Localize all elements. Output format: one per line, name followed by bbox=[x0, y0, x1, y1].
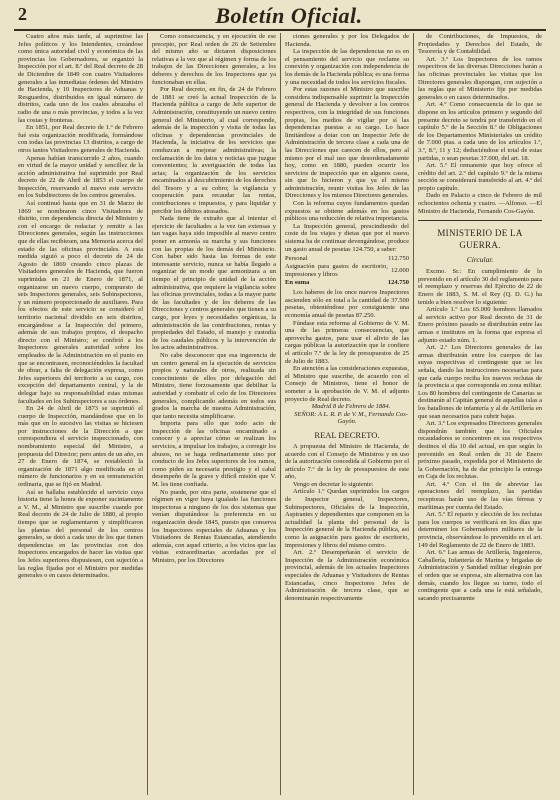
paragraph: Apenas habían transcurrido 2 años, cuando en virtud de la mayor unidad y sencillez de la acción administrativa fué suprimido por Real decreto de 22 de Abril de 1853 el cuerpo de Inspección, reservando el nuevo este servicio en los Subdirectores de los centros generales. bbox=[18, 154, 143, 200]
paragraph: Art. 2.º Desempeñarán el servicio de Inspección de la Administración económica provincial, además de los actuales Inspectores especiales de Aduanas y Visitadores de Rentas Estancadas, cinco Inspectores Jefes de Administración de tercera clase, que se denominarán respectivamente bbox=[285, 549, 409, 602]
paragraph: Art. 5.º El reparto y elección de los reclutas para los cuerpos se verificará en los días que determinen los Gobernadores militares de la provincia, observándose lo prevenido en el art. 149 del Reglamento de 22 de Enero de 1883. bbox=[418, 511, 542, 549]
paragraph: Art. 3.º Los expresados Directores generales dispondrán también que los Oficiales recaudadores se concentren en sus respectivos destinos el día 10 del actual, en que según lo prevenido en Real orden de 31 de Enero próximo pasado, expedida por el Ministerio de la Gobernación, ha de dar principio la entrega en Caja de los reclutas. bbox=[418, 420, 542, 481]
paragraph: Art. 2.º Los Directores generales de las armas distribuirán entre los cuerpos de las suyas respectivas el contingente que se les señala, dando las instrucciones necesarias para que cada cuerpo reciba los nuevos reclutas de la provincia a que corresponda en zona militar. Los 80 hombres del contingente de Canarias se destinarán al Capitán general de aquellas islas a los batallones de infantería y al de Artillería en que sean necesarios para cubrir bajas. bbox=[418, 344, 542, 420]
paragraph: Dado en Palacio a cinco de Febrero de mil ochocientos ochenta y cuatro. —Alfonso. —El Ministro de Hacienda, Fernando Cos-Gayón. bbox=[418, 192, 542, 215]
paragraph: Art. 3.º Los Inspectores de los ramos respectivos de las diversas Direcciones harán a las oficinas provinciales las visitas que los Directores generales dispongan, con sujeción a las reglas que el Ministerio fije por medidas generales o en casos determinados. bbox=[418, 55, 542, 101]
column-3-decree bbox=[285, 443, 409, 602]
paragraph: Cuatro años más tarde, al suprimirse las Jefes políticos y los Intendentes, creándose como única autoridad civil y económica de las provincias los Gobernadores, se organizó la Inspección por el art. 8.º del Real decreto de 28 de Diciembre de 1849 con cuatro Visitadores generales a las inmediatas órdenes del Ministro de Hacienda, y 10 Inspectores de Aduanas y Resguardos, distribuidos en igual número de distritos, cada uno de los cuales abrazaba el radio de una o más provincias, y todos a la vez las costas y fronteras. bbox=[18, 33, 143, 124]
paragraph: Artículo 1.º Quedan suprimidos los cargos de Inspector general, Inspectores, Subinspectores, Oficiales de la Inspección, Aspirantes y dependientes que componen en la actualidad la planta del personal de la Inspección general de la Hacienda pública, así como la asignación para gastos de escritorio, impresiones y libros del mismo centro. bbox=[285, 488, 409, 549]
paragraph: Fúndase esta reforma al Gobierno de V. M. una de las primeras consecuencias, que aprovecha gastos, para usar el alivio de las cargas públicas la autorización que le confiere el artículo 7.º de la ley de presupuestos de 25 de Julio de 1883. bbox=[285, 319, 409, 365]
budget-amount: 124.750 bbox=[387, 279, 409, 287]
paragraph: Por estas razones el Ministro que suscribe considera indispensable suprimir la Inspección general de Hacienda y devolver a los centros respectivos, con la integridad de sus funciones propias, los medios de vigilar por sí las dependencias puestas a su cargo. Lo hace limitándose a dotar con un Inspector Jefe de Administración de tercera clase a cada una de las Direcciones que carecen de ellos, pero al mismo por el mal uso que desordenadamente hoy, como en 1880, pueden ocurrir los servicios de inspección que en algunos casos, sin que lo hicieron y que ya el mismo administración, reunir visitas los Jefes de las Direcciones y los mismos Directores generales. bbox=[285, 86, 409, 200]
column-3-intro bbox=[285, 33, 409, 253]
paragraph: SEÑOR: A L. R. P. de V. M., Fernando Cos-Gayón. bbox=[294, 410, 408, 426]
column-3 bbox=[280, 33, 413, 795]
budget-row bbox=[285, 255, 409, 263]
ministry-heading: MINISTERIO DE LA GUERRA. bbox=[437, 228, 523, 251]
paragraph: Vengo en decretar lo siguiente: bbox=[293, 480, 374, 488]
budget-row bbox=[285, 279, 409, 287]
paragraph: Madrid 8 de Febrero de 1884. bbox=[311, 403, 391, 411]
paragraph: Así se hallaba establecido el servicio cuya historia tiene la honra de exponer sucintamente a V. M., al Ministro que suscribe cuando por Real decreto de 24 de Julio de 1880, al propio tiempo que se reglamentaron y simplificaron las plantas del personal de los centros generales, se dotó a cada uno de los que tienen dependencias en las provincias con dos Inspectores encargados de hacer las visitas que los Jefes superiores dispusiesen, con sujeción a las reglas fijadas por el Ministro por medidas generales o en casos determinados. bbox=[18, 488, 143, 580]
paragraph: Artículo 1.º Los 65.000 hombres llamados al servicio activo por Real decreto de 31 de Enero próximo pasado se distribuirán entre las armas e institutos en la forma que expresa el adjunto estado núm. 1. bbox=[418, 306, 542, 344]
paragraph: de Contribuciones, de Impuestos, de Propiedades y Derechos del Estado, de Tesorería y de Contabilidad. bbox=[418, 33, 542, 56]
paragraph: Art. 5.º El remanente que hoy ofrece el crédito del art. 2.º del capítulo 9.º de la misma sección se considerará transferido al art. 4.º del propio capítulo. bbox=[418, 162, 542, 192]
paragraph: En 24 de Abril de 1873 se suprimió el cuerpo de Inspección, mandándose que en lo más que en lo sucesivo las visitas se hiciesen por instrucciones de la Dirección a que correspondiera el servicio inspeccionado, con nombramiento especial del Ministro, a propuesta del Director; pero antes de un año, en 27 de Enero de 1874, se restableció la organización de 1871 algo modificada en el número de funcionarios y en su remuneración ordinaria, que se fijó en Madrid. bbox=[18, 405, 143, 489]
paragraph: Como consecuencia, y en ejecución de ese precepto, por Real orden de 26 de Setiembre del mismo año se dictaron disposiciones relativas a la vez que al régimen y forma de los trabajos de las Direcciones generales, a los deberes y derechos de los Inspectores que ya funcionaban en ellas. bbox=[152, 33, 276, 86]
page-header bbox=[14, 3, 546, 31]
paragraph: Nada tiene de extraño que al intentar el ejercicio de facultades a la vez tan extensas y tan vagas haya sido imposible al nuevo centro poner en armonía su marcha y sus funciones con las propias de los demás del Ministerio. Con haber sido hasta las formas de este interesante servicio, nunca se había llegado a organizar de un modo que armonizara a un tiempo el principio de unidad de la acción administrativa, que requiere la vigilancia sobre las oficinas provinciales, todas a la mayor parte de las facultades y de los deberes de las Direcciones y centros generales que tienen a su cargo, por leyes y necesidades orgánicas, la administración de las contribuciones, rentas y propiedades del Estado, el manejo y custodia de los caudales públicos y la intervención de los actos administrativos. bbox=[152, 215, 276, 352]
paragraph: ciones generales y por los Delegados de Hacienda. bbox=[285, 33, 409, 48]
paragraph: Art. 4.º Como consecuencia de lo que se dispone en los artículos primero y segundo del presente decreto se tendrá por transferido en el capítulo 5.º de la Sección 8.ª de Obligaciones de los Departamentos Ministeriales un crédito de 7.000 ptas. a cada uno de los artículos 1.º, 3.º, 8.º, 11 y 12; deduciéndose el total de estas partidas, o sean pesetas 37.000, del art. 18. bbox=[418, 101, 542, 162]
real-decreto-heading: REAL DECRETO. bbox=[314, 429, 380, 440]
paragraph: Por Real decreto, en fin, de 24 de Febrero de 1881 se creó la actual Inspección de la Hacienda pública a cargo de Jefe superior de Administración, constituyendo un nuevo centro general del Ministerio, al cual corresponde, además de la inspección y visita de todas las oficinas y dependencias provinciales de Hacienda, la iniciativa de los servicios que conduzcan a mejorar administrativas; la reclamación de los datos y noticias que juzgue convenientes; la averiguación de todas las actas; la organización de los servicios encaminados al descubrimiento de los derechos del Tesoro y a su cobro; la vigilancia y cooperación para recaudar las rentas, contribuciones e impuestos, y para liquidar y percibir los débitos atrasados. bbox=[152, 86, 276, 215]
column-1 bbox=[14, 33, 147, 795]
paragraph: Importa para ello que todo acto de inspección de las oficinas encaminado a conocer y a apreciar cómo se realizan los servicios, a impulsar los trabajos, a corregir los abusos, no se haga ordinariamente sino por conducto de los Jefes superiores de los ramos, como piden su necesaria prestigio y el cabal desempeño de la grave y difícil misión que V. M. les tiene confiada. bbox=[152, 420, 276, 489]
paragraph: Así continuó hasta que en 31 de Marzo de 1869 se nombraron cinco Visitadores de distrito, con dependencia directa del Ministro y con el encargo de redactar y remitir a las Direcciones generales, según las instrucciones que de ellas recibiesen, una Memoria acerca del estado de las oficinas provinciales. A esta medida siguió a poco el decreto de 24 de Agosto de 1869 creando cinco plazas de Visitadores generales de Hacienda, que fueron suprimidas en 21 de Enero de 1871, al organizarse un nuevo cuerpo, compuesto de seis Inspectores generales, seis Subinspectores, y un número proporcionado de auxiliares. Para los efectos de este servicio se consideró el territorio nacional dividido en seis distritos, encargándose a la Inspección del primero, además de sus trabajos propios, el despacho directo con el Ministro; se confirió a los Inspectores generales autoridad sobre los empleados de la Administración en el punto en que se encontrasen, reconociéndoles la facultad de obrar, a falta de delegación expresa, como Jefes superiores del territorio a su cargo, con excepción del departamento central, y la de delegar bajo su responsabilidad estas mismas facultades en los Subinspectores a sus órdenes. bbox=[18, 200, 143, 405]
circular-heading: Circular. bbox=[466, 255, 494, 265]
article-columns bbox=[14, 33, 546, 795]
paragraph: Excmo. Sr.: En cumplimiento de lo prevenido en el artículo 30 del reglamento para el reemplazo y reservas del Ejército de 22 de Enero de 1883, S. M. el Rey (Q. D. G.) ha tenido a bien resolver lo siguiente: bbox=[418, 268, 542, 306]
paragraph: No cabe desconocer que esa ingerencia de un centro general en la ejecución de servicios propios y naturales de otros, realizada sin conocimiento de ellos por delegación del Ministro, tiene forzosamente que debilitar la autoridad y combatir el celo de los Directores generales, complicando además en todos sus grados la marcha de nuestra Administración, que tanto necesita simplificarse. bbox=[152, 351, 276, 420]
budget-label: En suma bbox=[285, 279, 310, 287]
column-4-circular bbox=[418, 268, 542, 602]
page-title: Boletín Oficial. bbox=[215, 3, 363, 28]
paragraph: No puede, por otra parte, sostenerse que el régimen en vigor haya igualado las funciones inspectoras a ninguno de los dos sistemas que venían disputándose la preferencia en su organización desde 1845, puesto que conserva los Inspectores especiales de Aduanas y los Visitadores de Rentas Estancadas, atendiendo además, con aquel criterio, a los vicios que las visitas extraordinarias acordadas por el Ministro, por los Directores bbox=[152, 488, 276, 564]
paragraph: La Inspección general, prescindiendo del coste de los viajes y dietas que por el nuevo sistema ha de continuar devengándose, produce un gasto anual de pesetas 124.750, a saber: bbox=[285, 222, 409, 253]
column-4-articles bbox=[418, 33, 542, 215]
budget-amount: 12.000 bbox=[391, 267, 409, 275]
paragraph: Art. 4.º Con el fin de abreviar las operaciones del reemplazo, las partidas receptoras harán uso de las vías férreas y marítimas por cuenta del Estado. bbox=[418, 480, 542, 511]
page-number: 2 bbox=[18, 4, 27, 24]
budget-table bbox=[285, 255, 409, 287]
budget-amount: 112.750 bbox=[388, 255, 409, 263]
budget-row bbox=[285, 263, 409, 279]
column-4 bbox=[413, 33, 546, 795]
paragraph: A propuesta del Ministro de Hacienda, de acuerdo con el Consejo de Ministros y en uso de la autorización concedida al Gobierno por el artículo 7.º de la ley de presupuestos de este año, bbox=[285, 442, 409, 481]
paragraph: Art. 6.º Las armas de Artillería, Ingenieros, Caballería, Infantería de Marina y brigadas de Administración y Sanidad militar elegirán por el orden que se expresa, sin alternativa con las demás, cuando los llegue su turno, todo el contingente que a cada una le está señalado, sacando precisamente bbox=[418, 549, 542, 602]
paragraph: En 1851, por Real decreto de 1.º de Febrero fué esta organización modificada, formándose con todas las provincias 13 distritos, a cargo de otros tantos Visitadores generales de Hacienda. bbox=[18, 124, 143, 154]
paragraph: Los haberes de los once nuevos Inspectores ascienden sólo en total a la cantidad de 37.500 pesetas, obteniéndose por consiguiente una economía anual de pesetas 87.250. bbox=[285, 289, 409, 319]
budget-label: Asignación para gastos de escritorio, impresiones y libros bbox=[285, 263, 388, 279]
paragraph: Con la reforma cuyos fundamentos quedan expuestos se obtiene además en los gastos públicos una reducción de relativa importancia. bbox=[285, 200, 409, 223]
paragraph: En atención a las consideraciones expuestas, el Ministro que suscribe, de acuerdo con el Consejo de Ministros, tiene el honor de someter a la aprobación de V. M. el adjunto proyecto de Real decreto. bbox=[285, 365, 409, 403]
paragraph: La inspección de las dependencias no es en el pensamiento del servicio que reclame su conexión y organización con independencia de los demás de la Hacienda pública; es una forma y una necesidad de todos los servicios fiscales. bbox=[285, 48, 409, 86]
column-2 bbox=[147, 33, 280, 795]
budget-label: Personal bbox=[285, 255, 308, 263]
section-divider bbox=[418, 220, 542, 221]
column-3-body bbox=[285, 289, 409, 426]
